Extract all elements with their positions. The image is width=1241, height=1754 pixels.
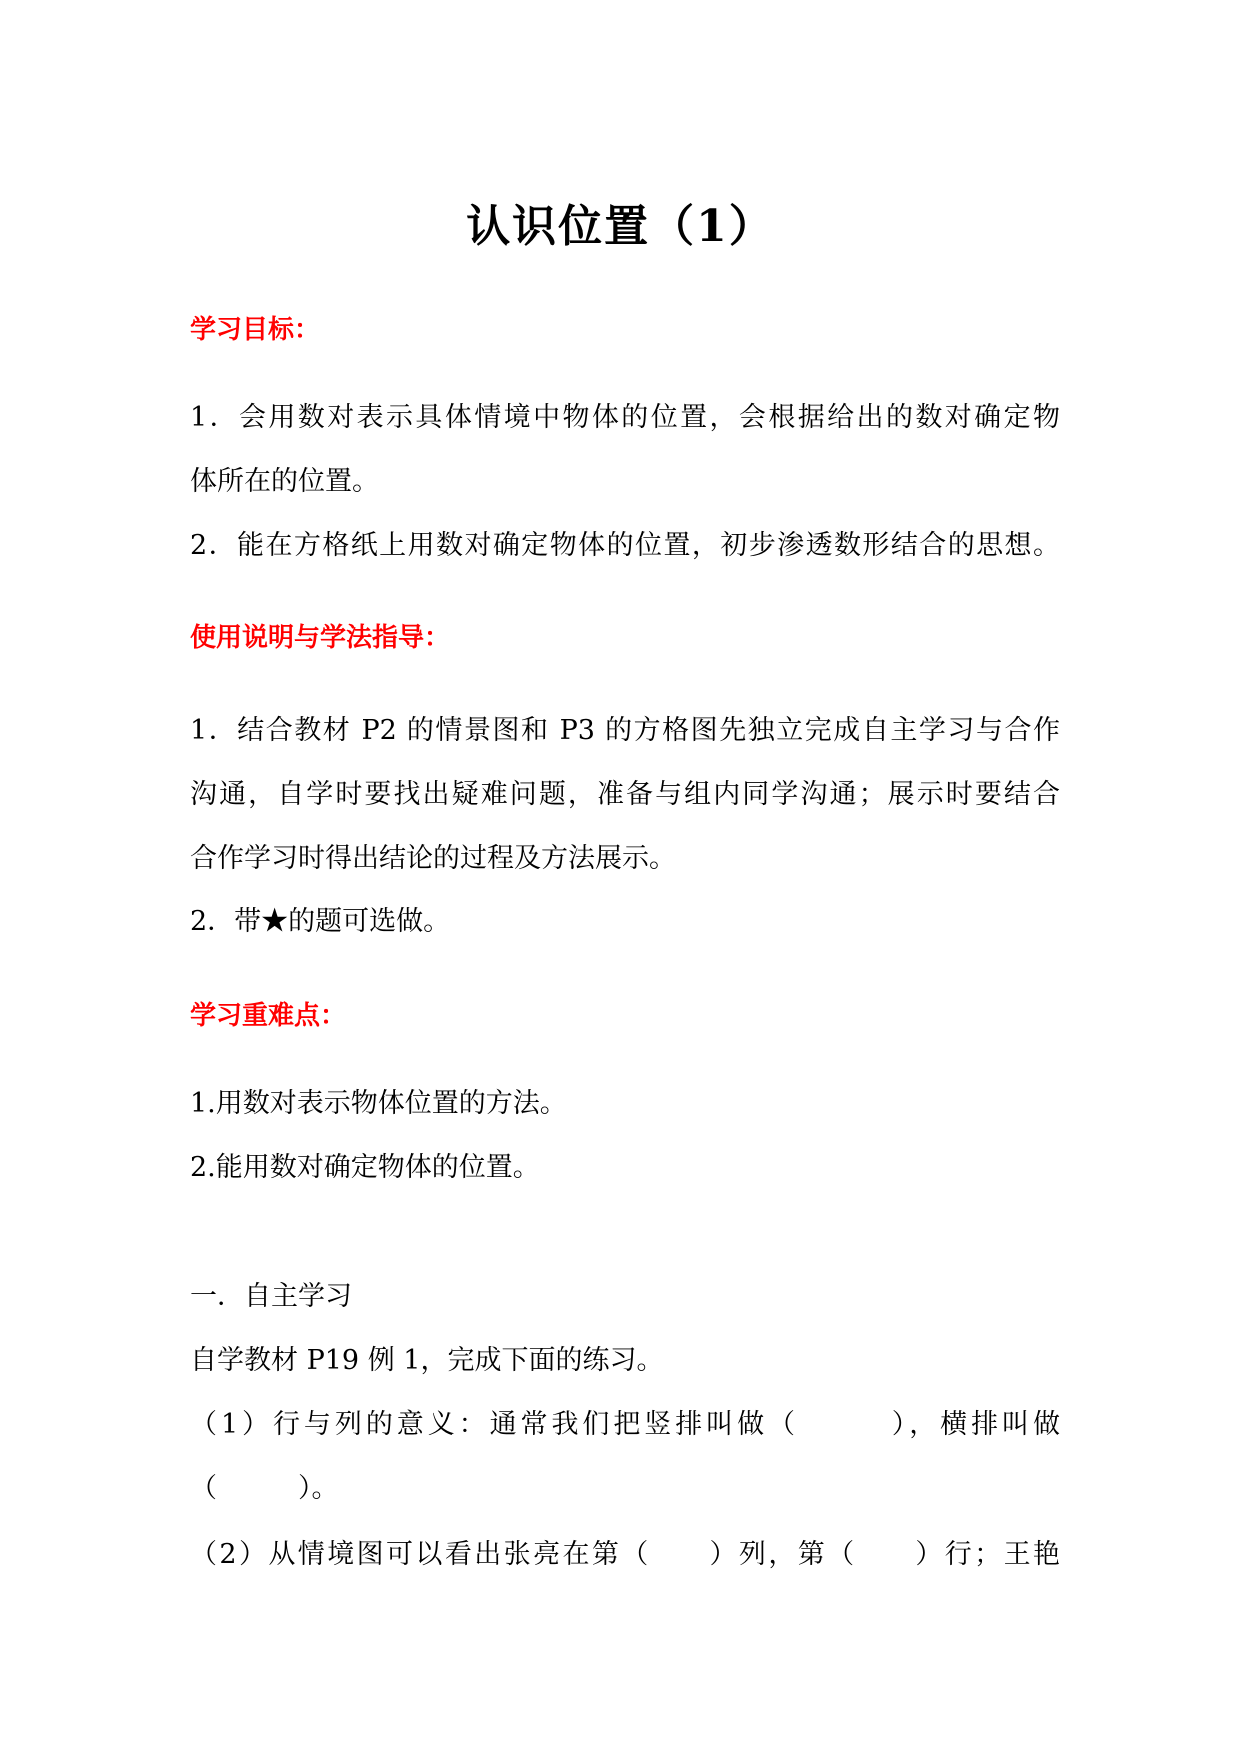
instructions-item-1-line-3: 合作学习时得出结论的过程及方法展示。 <box>190 843 676 874</box>
instructions-item-2: 2．带★的题可选做。 <box>190 906 451 937</box>
question-2-line-1: （2）从情境图可以看出张亮在第（ ）列，第（ ）行；王艳 <box>190 1539 1060 1570</box>
objectives-item-1-line-2: 体所在的位置。 <box>190 466 379 497</box>
key-points-item-1: 1.用数对表示物体位置的方法。 <box>190 1088 567 1119</box>
objectives-heading: 学习目标： <box>190 315 321 345</box>
question-1-line-1: （1）行与列的意义：通常我们把竖排叫做（ ），横排叫做 <box>190 1409 1060 1440</box>
self-study-intro: 自学教材 P19 例 1，完成下面的练习。 <box>190 1345 664 1376</box>
instructions-item-1-line-1: 1．结合教材 P2 的情景图和 P3 的方格图先独立完成自主学习与合作 <box>190 715 1060 746</box>
page-title: 认识位置（1） <box>466 201 775 252</box>
instructions-heading: 使用说明与学法指导： <box>190 623 451 653</box>
instructions-item-1-line-2: 沟通，自学时要找出疑难问题，准备与组内同学沟通；展示时要结合 <box>190 779 1060 810</box>
objectives-item-2: 2．能在方格纸上用数对确定物体的位置，初步渗透数形结合的思想。 <box>190 530 1060 561</box>
key-points-item-2: 2.能用数对确定物体的位置。 <box>190 1152 540 1183</box>
key-points-heading: 学习重难点： <box>190 1001 347 1031</box>
objectives-item-1-line-1: 1．会用数对表示具体情境中物体的位置，会根据给出的数对确定物 <box>190 402 1060 433</box>
self-study-heading: 一．自主学习 <box>190 1281 352 1312</box>
question-1-line-2: （ ）。 <box>190 1473 339 1504</box>
